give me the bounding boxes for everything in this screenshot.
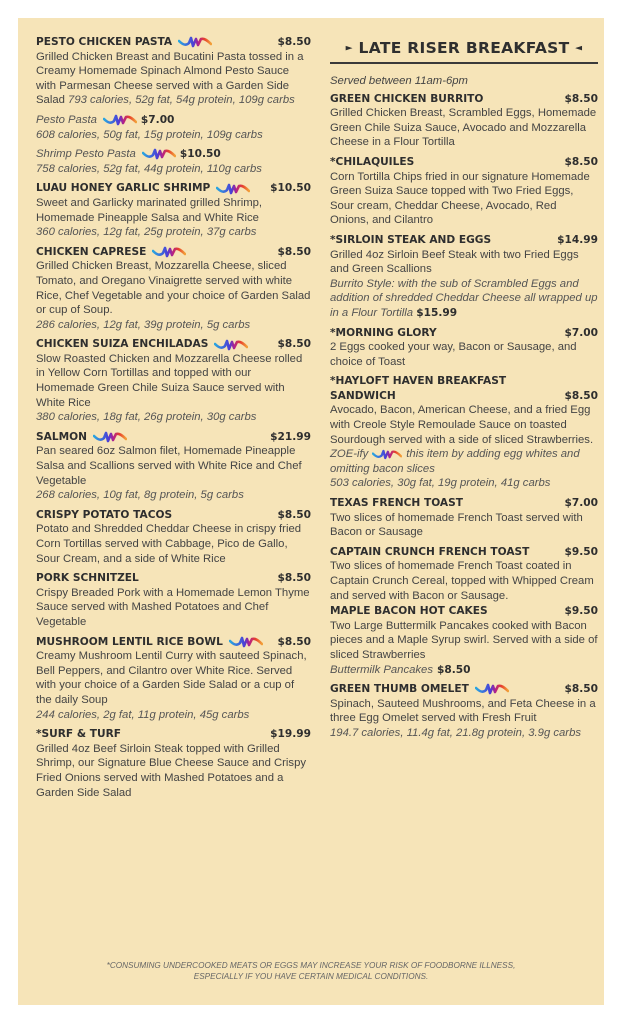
item-name: CHICKEN SUIZA ENCHILADAS xyxy=(36,338,209,351)
item-price: $14.99 xyxy=(557,233,598,246)
item-description: Grilled 4oz Beef Sirloin Steak topped with Grilled Shrimp, our Signature Blue Cheese Sauce and Crispy Fried Onions served with Mashed Potatoes and a Garden Side Salad xyxy=(36,742,307,799)
menu-page xyxy=(18,18,604,1005)
item-price: $8.50 xyxy=(564,683,598,696)
item-description: Grilled 4oz Sirloin Beef Steak with two Fried Eggs and Green Scallions xyxy=(330,248,579,276)
item-price: $8.50 xyxy=(277,245,311,258)
item-name: *CHILAQUILES xyxy=(330,155,415,168)
arrow-right-icon: ► xyxy=(345,43,353,54)
item-nutrition: 360 calories, 12g fat, 25g protein, 37g carbs xyxy=(36,226,257,239)
item-name-line1: *HAYLOFT HAVEN BREAKFAST xyxy=(330,375,507,388)
zoe-ify-note: this item by adding egg whites and omitting bacon slices xyxy=(330,448,580,475)
menu-item xyxy=(330,92,598,150)
menu-item xyxy=(330,682,598,740)
variant-nutrition: 608 calories, 50g fat, 15g protein, 109g carbs xyxy=(36,128,263,141)
menu-item xyxy=(330,233,598,321)
section-divider xyxy=(330,62,598,64)
menu-item xyxy=(36,35,311,176)
menu-item xyxy=(330,496,598,540)
item-description: Grilled Chicken Breast, Mozzarella Cheese, sliced Tomato, and Oregano Vinaigrette served with white Rice, Chef Vegetable and your choice of Garden Salad or cup of Soup. xyxy=(36,260,311,317)
variant-price: $10.50 xyxy=(179,148,221,161)
item-name: *SURF & TURF xyxy=(36,728,122,741)
item-name: *SIRLOIN STEAK AND EGGS xyxy=(330,233,492,246)
menu-item xyxy=(36,430,311,503)
item-price: $8.50 xyxy=(277,36,311,48)
menu-item xyxy=(36,571,311,629)
variant-price: $7.00 xyxy=(140,113,175,126)
item-name: LUAU HONEY GARLIC SHRIMP xyxy=(36,182,211,195)
item-price: $8.50 xyxy=(277,338,311,351)
item-name: CRISPY POTATO TACOS xyxy=(36,508,173,521)
variant-name: Shrimp Pesto Pasta xyxy=(36,148,136,161)
item-description: Slow Roasted Chicken and Mozzarella Cheese rolled in Yellow Corn Tortillas and topped with our Homemade Green Chile Suiza Sauce served with White Rice xyxy=(36,352,303,409)
section-title xyxy=(330,35,598,60)
item-price: $8.50 xyxy=(564,389,598,402)
item-name: SALMON xyxy=(36,430,87,443)
item-name: PESTO CHICKEN PASTA xyxy=(36,36,173,48)
item-nutrition: 380 calories, 18g fat, 26g protein, 30g carbs xyxy=(36,411,257,424)
item-description: Crispy Breaded Pork with a Homemade Lemon Thyme Sauce served with Mashed Potatoes and Chef Vegetable xyxy=(36,586,310,628)
section-title-text: LATE RISER BREAKFAST xyxy=(358,39,570,57)
menu-item xyxy=(36,181,311,239)
menu-item xyxy=(36,727,311,800)
item-description: Spinach, Sauteed Mushrooms, and Feta Cheese in a three Egg Omelet served with Fresh Fruit xyxy=(330,697,596,725)
item-price: $7.00 xyxy=(564,497,598,510)
disclaimer-line1: *CONSUMING UNDERCOOKED MEATS OR EGGS MAY INCREASE YOUR RISK OF FOODBORNE ILLNESS, xyxy=(106,961,516,970)
item-nutrition: 286 calories, 12g fat, 39g protein, 5g carbs xyxy=(36,318,251,331)
arrow-left-icon: ◄ xyxy=(575,43,583,54)
zoe-ribbon-icon xyxy=(93,431,127,443)
item-nutrition: 793 calories, 52g fat, 54g protein, 109g carbs xyxy=(68,94,295,107)
zoe-ribbon-icon xyxy=(372,449,402,460)
item-description: 2 Eggs cooked your way, Bacon or Sausage, and choice of Toast xyxy=(330,341,577,368)
item-price: $8.50 xyxy=(277,508,311,521)
menu-item xyxy=(36,635,311,723)
zoe-ribbon-icon xyxy=(229,636,263,648)
item-description: Avocado, Bacon, American Cheese, and a fried Egg with Creole Style Remoulade Sauce on toasted Sourdough served with a side of sliced Strawberries. xyxy=(330,404,594,446)
zoe-ribbon-icon xyxy=(178,36,212,48)
item-name: SANDWICH xyxy=(330,389,396,402)
item-price: $8.50 xyxy=(277,572,311,585)
item-price: $8.50 xyxy=(277,635,311,648)
item-description: Potato and Shredded Cheddar Cheese in crispy fried Corn Tortillas served with Cabbage, Pico de Gallo, Sour Cream, and a side of White Rice xyxy=(36,523,302,565)
item-name: GREEN THUMB OMELET xyxy=(330,683,469,696)
item-name: MUSHROOM LENTIL RICE BOWL xyxy=(36,635,223,648)
menu-item xyxy=(330,604,598,677)
item-price: $7.00 xyxy=(564,326,598,339)
menu-item xyxy=(330,374,598,491)
item-price: $8.50 xyxy=(564,155,598,168)
item-name: CAPTAIN CRUNCH FRENCH TOAST xyxy=(330,545,530,558)
variant-price: $8.50 xyxy=(436,663,471,676)
menu-item xyxy=(36,337,311,425)
item-nutrition: 244 calories, 2g fat, 11g protein, 45g carbs xyxy=(36,708,250,721)
item-name: PORK SCHNITZEL xyxy=(36,572,139,585)
item-description: Sweet and Garlicky marinated grilled Shrimp, Homemade Pineapple Salsa and White Rice xyxy=(36,196,263,224)
item-description: Grilled Chicken Breast, Scrambled Eggs, Homemade Green Chile Suiza Sauce, Avocado and Mozzarella Cheese in a Flour Tortilla xyxy=(330,107,597,149)
left-column xyxy=(36,35,311,805)
food-safety-disclaimer xyxy=(18,960,604,982)
item-name: GREEN CHICKEN BURRITO xyxy=(330,92,484,105)
menu-item xyxy=(330,326,598,370)
item-name: *MORNING GLORY xyxy=(330,326,437,339)
item-price: $10.50 xyxy=(270,182,311,195)
item-description: Pan seared 6oz Salmon filet, Homemade Pineapple Salsa and Scallions served with White Rice and Chef Vegetable xyxy=(36,445,302,487)
item-nutrition: 268 calories, 10g fat, 8g protein, 5g carbs xyxy=(36,489,244,502)
item-nutrition: 503 calories, 30g fat, 19g protein, 41g carbs xyxy=(330,477,551,490)
item-description: Creamy Mushroom Lentil Curry with sauteed Spinach, Bell Peppers, and Cilantro over White Rice. Served with your choice of a Garden Side Salad or a cup of the daily Soup xyxy=(36,650,307,706)
item-price: $9.50 xyxy=(564,605,598,618)
item-price: $21.99 xyxy=(270,430,311,443)
item-name: TEXAS FRENCH TOAST xyxy=(330,497,463,510)
zoe-ribbon-icon xyxy=(475,683,509,695)
variant-name: Pesto Pasta xyxy=(36,113,97,126)
menu-item xyxy=(330,155,598,228)
zoe-ribbon-icon xyxy=(152,246,186,258)
item-description: Two slices of homemade French Toast coated in Captain Crunch Cereal, topped with Whipped Cream and served with Bacon or Sausage. xyxy=(330,560,594,602)
menu-item xyxy=(36,508,311,566)
zoe-ribbon-icon xyxy=(216,183,250,195)
disclaimer-line2: ESPECIALLY IF YOU HAVE CERTAIN MEDICAL CONDITIONS. xyxy=(193,972,429,981)
item-description: Two Large Buttermilk Pancakes cooked with Bacon pieces and a Maple Syrup swirl. Served with a side of sliced Strawberries xyxy=(330,619,598,661)
variant-nutrition: 758 calories, 52g fat, 44g protein, 110g carbs xyxy=(36,162,262,175)
item-price: $9.50 xyxy=(564,545,598,558)
item-description: Two slices of homemade French Toast served with Bacon or Sausage xyxy=(330,511,583,539)
item-note: Burrito Style: with the sub of Scrambled Eggs and addition of shredded Cheddar Cheese all wrapped up in a Flour Tortilla xyxy=(330,277,598,319)
note-price: $15.99 xyxy=(416,306,458,319)
item-nutrition: 194.7 calories, 11.4g fat, 21.8g protein, 3.9g carbs xyxy=(330,726,581,739)
menu-item xyxy=(36,245,311,333)
zoe-ribbon-icon xyxy=(142,148,176,160)
item-name: MAPLE BACON HOT CAKES xyxy=(330,605,488,618)
served-hours: Served between 11am-6pm xyxy=(330,75,468,87)
zoe-ribbon-icon xyxy=(103,114,137,126)
item-price: $19.99 xyxy=(270,728,311,741)
item-description: Corn Tortilla Chips fried in our signature Homemade Green Suiza Sauce topped with Two Fried Eggs, Sour cream, Cheddar Cheese, Avocado, Red Onions, and Cilantro xyxy=(330,170,590,227)
variant-name: Buttermilk Pancakes xyxy=(330,663,433,676)
zoe-ribbon-icon xyxy=(214,339,248,351)
right-column xyxy=(330,35,598,746)
item-name: CHICKEN CAPRESE xyxy=(36,245,147,258)
item-description: Grilled Chicken Breast and Bucatini Pasta tossed in a Creamy Homemade Spinach Almond Pesto Sauce with Parmesan Cheese served with a Garden Side Salad xyxy=(36,50,304,107)
item-price: $8.50 xyxy=(564,92,598,105)
zoe-ify-label: ZOE-ify xyxy=(330,448,369,461)
menu-item xyxy=(330,545,598,603)
